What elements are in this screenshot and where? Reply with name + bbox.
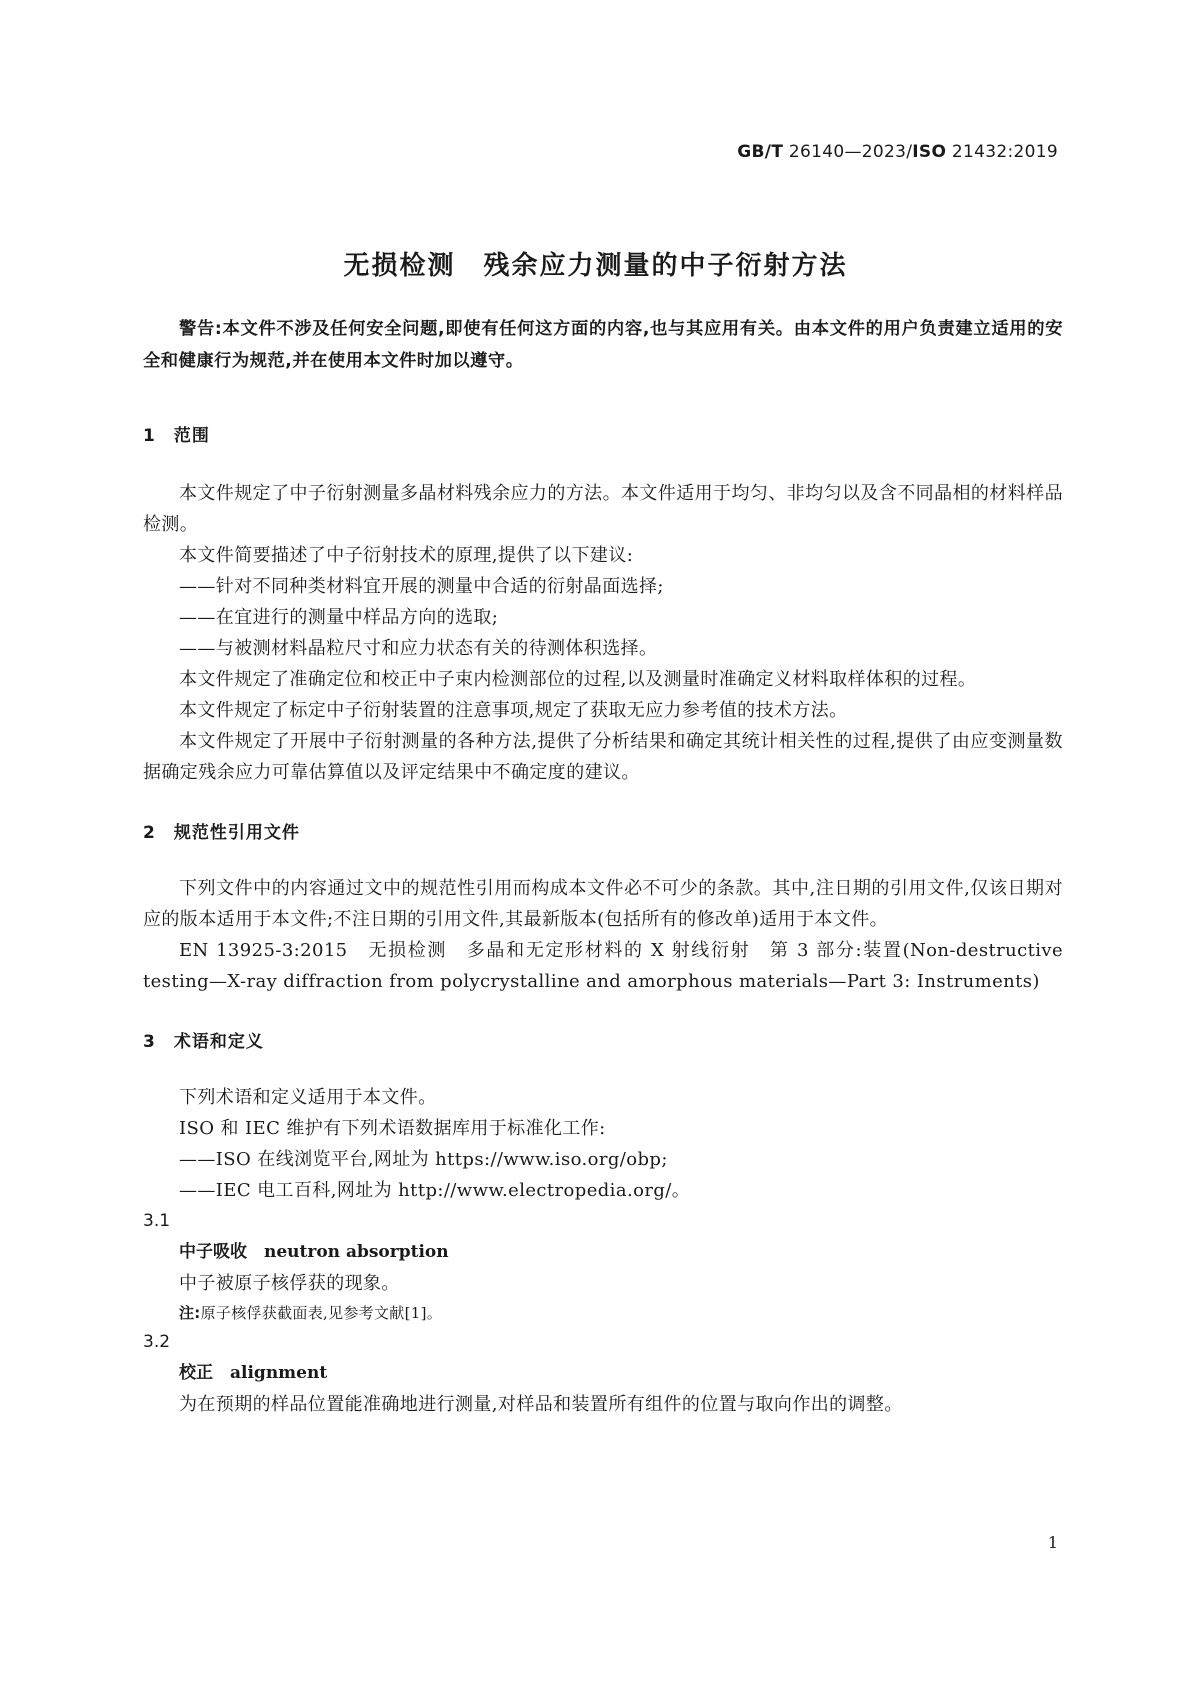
- warning-text: 警告:本文件不涉及任何安全问题,即使有任何这方面的内容,也与其应用有关。由本文件的用户负责建立适用的安全和健康行为规范,并在使用本文件时加以遵守。: [143, 319, 1063, 371]
- term-definition: 为在预期的样品位置能准确地进行测量,对样品和装置所有组件的位置与取向作出的调整。: [179, 1394, 903, 1415]
- term-number: 3.2: [143, 1332, 171, 1352]
- term-definition: 中子被原子核俘获的现象。: [179, 1273, 400, 1294]
- section-1-para: 本文件规定了标定中子衍射装置的注意事项,规定了获取无应力参考值的技术方法。: [179, 700, 848, 721]
- list-item: ——针对不同种类材料宜开展的测量中合适的衍射晶面选择;: [179, 576, 664, 597]
- page-number: 1: [1047, 1533, 1058, 1552]
- standard-code: GB/T 26140—2023/ISO 21432:2019: [737, 142, 1058, 162]
- term-name: 校正 alignment: [179, 1363, 328, 1383]
- list-item: ——与被测材料晶粒尺寸和应力状态有关的待测体积选择。: [179, 638, 658, 659]
- list-item: ——在宜进行的测量中样品方向的选取;: [179, 607, 499, 628]
- section-1-para: 本文件规定了准确定位和校正中子束内检测部位的过程,以及测量时准确定义材料取样体积的过程。: [179, 669, 977, 690]
- section-2-heading: 2 规范性引用文件: [143, 823, 300, 843]
- term-number: 3.1: [143, 1211, 171, 1231]
- section-1-para: 本文件规定了中子衍射测量多晶材料残余应力的方法。本文件适用于均匀、非均匀以及含不同晶相的材料样品检测。: [143, 483, 1063, 535]
- section-2-para: 下列文件中的内容通过文中的规范性引用而构成本文件必不可少的条款。其中,注日期的引用文件,仅该日期对应的版本适用于本文件;不注日期的引用文件,其最新版本(包括所有的修改单)适用于本文件。: [143, 878, 1063, 930]
- normative-reference: EN 13925-3:2015 无损检测 多晶和无定形材料的 X 射线衍射 第 3 部分:装置(Non-destructive testing—X-ray diffraction from polycrystalline and amorphous materials—Part 3: Instruments): [143, 940, 1063, 992]
- section-1-para: 本文件简要描述了中子衍射技术的原理,提供了以下建议:: [179, 545, 634, 566]
- list-item: ——ISO 在线浏览平台,网址为 https://www.iso.org/obp;: [179, 1149, 668, 1170]
- term-note: 注:原子核俘获截面表,见参考文献[1]。: [179, 1304, 443, 1322]
- section-1-para: 本文件规定了开展中子衍射测量的各种方法,提供了分析结果和确定其统计相关性的过程,提供了由应变测量数据确定残余应力可靠估算值以及评定结果中不确定度的建议。: [143, 731, 1063, 783]
- section-1-heading: 1 范围: [143, 426, 210, 446]
- term-name: 中子吸收 neutron absorption: [179, 1242, 449, 1262]
- document-title: 无损检测 残余应力测量的中子衍射方法: [343, 251, 848, 281]
- section-3-para: ISO 和 IEC 维护有下列术语数据库用于标准化工作:: [179, 1118, 606, 1139]
- document-body: [143, 313, 1063, 1420]
- list-item: ——IEC 电工百科,网址为 http://www.electropedia.org/。: [179, 1180, 691, 1201]
- section-3-para: 下列术语和定义适用于本文件。: [179, 1087, 437, 1108]
- section-3-heading: 3 术语和定义: [143, 1032, 264, 1052]
